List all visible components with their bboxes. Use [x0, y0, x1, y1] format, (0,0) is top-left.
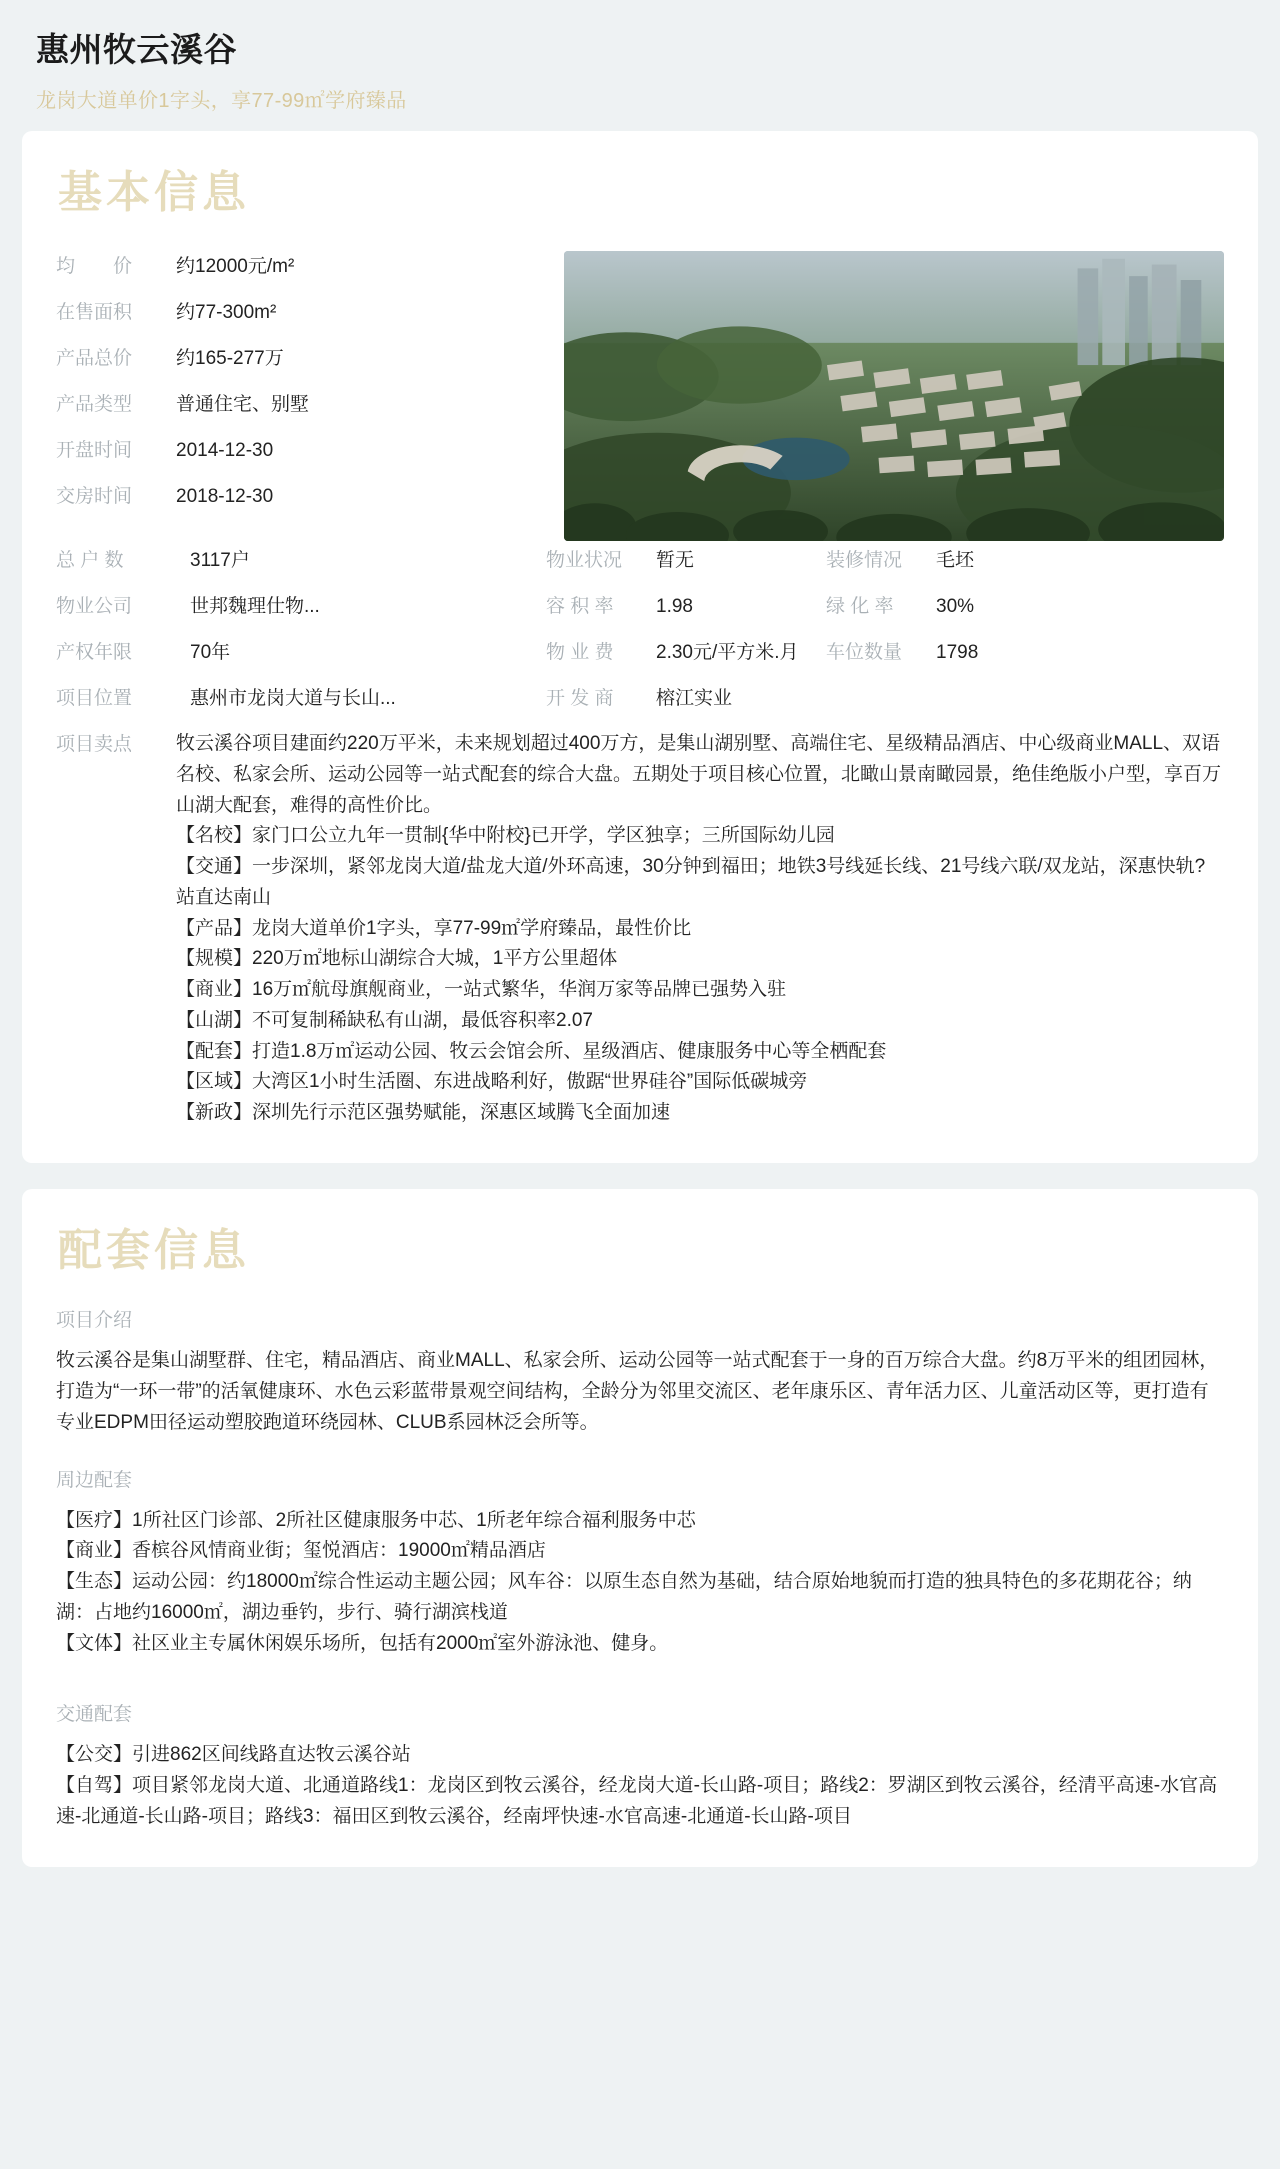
project-intro-text: 牧云溪谷是集山湖墅群、住宅，精品酒店、商业MALL、私家会所、运动公园等一站式配套于一身的百万综合大盘。约8万平米的组团园林，打造为“一环一带”的活氧健康环、水色云彩蓝带景观空间结构，全龄分为邻里交流区、老年康乐区、青年活力区、儿童活动区等，更打造有专业EDPM田径运动塑胶跑道环绕园林、CLUB系园林泛会所等。 [56, 1350, 1219, 1433]
field-label: 绿 化 率 [826, 595, 894, 617]
field-value: 暂无 [656, 549, 695, 571]
basic-info-left-fields [56, 247, 546, 527]
field-property-fee [546, 637, 826, 664]
facilities-title: 配套信息 [58, 1225, 250, 1275]
facility-line: 【商业】香槟谷风情商业街；玺悦酒店：19000㎡精品酒店 [56, 1540, 546, 1562]
field-value: 世邦魏理仕物... [190, 595, 320, 617]
field-decoration-status [826, 545, 1224, 572]
field-project-location [56, 683, 546, 710]
field-property-company [56, 591, 546, 618]
field-property-status [546, 545, 826, 572]
field-label: 项目位置 [56, 687, 133, 709]
selling-points-label: 项目卖点 [56, 733, 133, 755]
field-label: 在售面积 [56, 301, 133, 323]
traffic-facilities-label: 交通配套 [56, 1704, 133, 1726]
field-value: 2.30元/平方米.月 [656, 641, 799, 663]
around-facilities-text [56, 1506, 1224, 1660]
field-label: 开盘时间 [56, 439, 133, 461]
field-value: 2018-12-30 [176, 485, 274, 507]
info-row [56, 545, 1224, 572]
selling-point: 【山湖】不可复制稀缺私有山湖，最低容积率2.07 [176, 1009, 593, 1031]
field-property-right-years [56, 637, 546, 664]
field-product-type [56, 389, 546, 416]
field-value: 约12000元/m² [176, 255, 295, 277]
field-label: 容 积 率 [546, 595, 614, 617]
field-value: 30% [936, 595, 975, 617]
field-value: 约77-300m² [176, 301, 277, 323]
field-label: 交房时间 [56, 485, 133, 507]
field-value: 毛坯 [936, 549, 975, 571]
field-value: 约165-277万 [176, 347, 284, 369]
selling-point: 【配套】打造1.8万㎡运动公园、牧云会馆会所、星级酒店、健康服务中心等全栖配套 [176, 1040, 887, 1062]
selling-point: 【产品】龙岗大道单价1字头，享77-99㎡学府臻品，最性价比 [176, 917, 692, 939]
field-plot-ratio [546, 591, 826, 618]
field-label: 总 户 数 [56, 549, 124, 571]
selling-point: 【交通】一步深圳，紧邻龙岗大道/盐龙大道/外环高速，30分钟到福田；地铁3号线延长线、21号线六联/双龙站，深惠快轨?站直达南山 [176, 856, 1206, 908]
project-aerial-image [564, 251, 1224, 541]
info-row [56, 591, 1224, 618]
field-total-households [56, 545, 546, 572]
field-label: 开 发 商 [546, 687, 614, 709]
project-intro-label: 项目介绍 [56, 1310, 133, 1332]
traffic-facilities-text [56, 1740, 1224, 1832]
info-row [56, 637, 1224, 664]
field-area-on-sale [56, 297, 546, 324]
selling-point: 【新政】深圳先行示范区强势赋能，深惠区域腾飞全面加速 [176, 1102, 671, 1124]
field-label: 产权年限 [56, 641, 133, 663]
traffic-line: 【自驾】项目紧邻龙岗大道、北通道路线1：龙岗区到牧云溪谷，经龙岗大道-长山路-项目；路线2：罗湖区到牧云溪谷，经清平高速-水官高速-北通道-长山路-项目；路线3：福田区到牧云溪谷，经南坪快速-水官高速-北通道-长山路-项目 [56, 1775, 1218, 1827]
selling-points-block [56, 729, 1224, 1129]
field-value: 普通住宅、别墅 [176, 393, 310, 415]
field-value: 2014-12-30 [176, 439, 274, 461]
field-label: 车位数量 [826, 641, 903, 663]
basic-info-top [56, 247, 1224, 541]
field-value: 榕江实业 [656, 687, 733, 709]
selling-point: 【商业】16万㎡航母旗舰商业，一站式繁华，华润万家等品牌已强势入驻 [176, 979, 787, 1001]
info-row [56, 683, 1224, 710]
field-label: 物业状况 [546, 549, 623, 571]
selling-point: 【区域】大湾区1小时生活圈、东进战略利好，傲踞“世界硅谷”国际低碳城旁 [176, 1071, 808, 1093]
page-title: 惠州牧云溪谷 [36, 31, 237, 68]
field-opening-date [56, 435, 546, 462]
field-green-ratio [826, 591, 1224, 618]
field-delivery-date [56, 481, 546, 508]
facility-line: 【文体】社区业主专属休闲娱乐场所，包括有2000㎡室外游泳池、健身。 [56, 1632, 669, 1654]
field-value: 惠州市龙岗大道与长山... [190, 687, 396, 709]
around-facilities-label: 周边配套 [56, 1469, 133, 1491]
facility-line: 【生态】运动公园：约18000㎡综合性运动主题公园；风车谷：以原生态自然为基础，结合原始地貌而打造的独具特色的多花期花谷；纳湖：占地约16000㎡，湖边垂钓，步行、骑行湖滨栈道 [56, 1571, 1192, 1623]
page-header [22, 26, 1258, 131]
facilities-card [22, 1189, 1258, 1867]
field-label: 产品类型 [56, 393, 133, 415]
field-value: 1.98 [656, 595, 693, 617]
field-label: 均 价 [56, 255, 133, 277]
section-spacer [56, 1659, 1224, 1673]
basic-info-grid [56, 545, 1224, 710]
field-average-price [56, 251, 546, 278]
selling-point: 牧云溪谷项目建面约220万平米，未来规划超过400万方，是集山湖别墅、高端住宅、星级精品酒店、中心级商业MALL、双语名校、私家会所、运动公园等一站式配套的综合大盘。五期处于项目核心位置，北瞰山景南瞰园景，绝佳绝版小户型，享百万山湖大配套，难得的高性价比。 [176, 732, 1222, 816]
field-value: 1798 [936, 641, 979, 663]
basic-info-title: 基本信息 [58, 167, 250, 217]
field-label: 产品总价 [56, 347, 133, 369]
field-value: 3117户 [190, 549, 250, 571]
selling-point: 【名校】家门口公立九年一贯制{华中附校}已开学，学区独享；三所国际幼儿园 [176, 825, 835, 847]
field-label: 装修情况 [826, 549, 903, 571]
field-label: 物业公司 [56, 595, 133, 617]
field-label: 物 业 费 [546, 641, 614, 663]
page-subtitle: 龙岗大道单价1字头，享77-99㎡学府臻品 [36, 89, 407, 112]
field-value: 70年 [190, 641, 231, 663]
traffic-line: 【公交】引进862区间线路直达牧云溪谷站 [56, 1744, 411, 1766]
field-parking-count [826, 637, 1224, 664]
facility-line: 【医疗】1所社区门诊部、2所社区健康服务中芯、1所老年综合福利服务中芯 [56, 1509, 696, 1531]
basic-info-card [22, 131, 1258, 1163]
selling-points-body [176, 729, 1224, 1129]
field-total-price [56, 343, 546, 370]
field-developer [546, 683, 826, 710]
selling-point: 【规模】220万㎡地标山湖综合大城，1平方公里超体 [176, 948, 618, 970]
